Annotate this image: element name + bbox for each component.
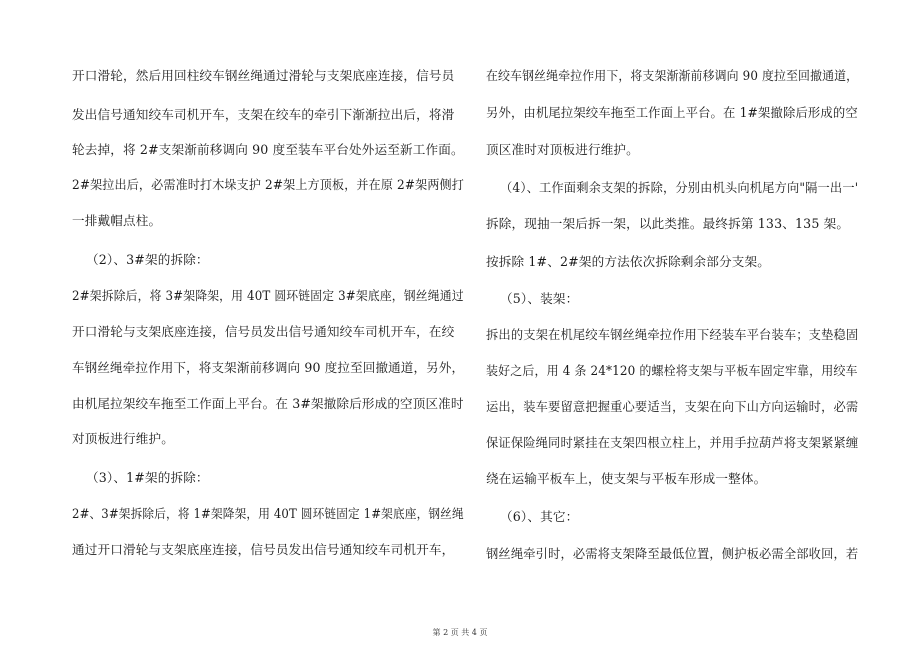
left-column-line: （3）、1#架的拆除：	[86, 470, 209, 485]
right-column-line: 另外，由机尾拉架绞车拖至工作面上平台。在 1#架撤除后形成的空	[486, 105, 858, 120]
left-column-line: 对顶板进行维护。	[72, 431, 174, 446]
left-column-line: 车钢丝绳牵拉作用下，将支架渐前移调向 90 度拉至回撤通道，另外，	[72, 360, 465, 375]
right-column-line: 拆除，现抽一架后拆一架，以此类推。最终拆第 133、135 架。	[486, 216, 850, 231]
right-column-line: 拆出的支架在机尾绞车钢丝绳牵拉作用下经装车平台装车；支垫稳固	[486, 327, 859, 342]
left-column-line: 开口滑轮，然后用回柱绞车钢丝绳通过滑轮与支架底座连接，信号员	[72, 68, 455, 83]
left-column-line: 轮去掉，将 2#支架渐前移调向 90 度至装车平台处外运至新工作面。	[72, 142, 464, 157]
right-column-line: （6）、其它：	[500, 509, 579, 524]
left-column-line: （2）、3#架的拆除：	[86, 252, 209, 267]
right-column-line: 保证保险绳同时紧挂在支架四根立柱上，并用手拉葫芦将支架紧紧缠	[486, 435, 859, 450]
right-column-line: 在绞车钢丝绳牵拉作用下，将支架渐渐前移调向 90 度拉至回撤通道，	[486, 68, 859, 83]
right-column-line: （4）、工作面剩余支架的拆除，分别由机头向机尾方向"隔一出一'	[500, 180, 859, 195]
left-column-line: 一排戴帽点柱。	[72, 213, 162, 228]
right-column-line: 绕在运输平板车上，使支架与平板车形成一整体。	[486, 471, 767, 486]
left-column-line: 开口滑轮与支架底座连接，信号员发出信号通知绞车司机开车，在绞	[72, 324, 455, 339]
left-column-line: 发出信号通知绞车司机开车，支架在绞车的牵引下渐渐拉出后，将滑	[72, 107, 455, 122]
right-column-line: （5）、装架：	[500, 291, 579, 306]
left-column-line: 由机尾拉架绞车拖至工作面上平台。在 3#架撤除后形成的空顶区准时	[72, 396, 464, 411]
left-column-line: 2#架拆除后，将 3#架降架，用 40T 圆环链固定 3#架底座，钢丝绳通过	[72, 288, 464, 303]
left-column-line: 2#、3#架拆除后，将 1#架降架，用 40T 圆环链固定 1#架底座，钢丝绳	[72, 506, 464, 521]
page-footer: 第 2 页 共 4 页	[432, 628, 488, 637]
right-column-line: 顶区准时对顶板进行维护。	[486, 142, 639, 157]
right-column-line: 运出，装车要留意把握重心要适当，支架在向下山方向运输时，必需	[486, 399, 859, 414]
left-column-line: 通过开口滑轮与支架底座连接，信号员发出信号通知绞车司机开车，	[72, 542, 455, 557]
right-column-line: 按拆除 1#、2#架的方法依次拆除剩余部分支架。	[486, 254, 771, 269]
right-column-line: 钢丝绳牵引时，必需将支架降至最低位置，侧护板必需全部收回，若	[486, 546, 859, 561]
right-column-line: 装好之后，用 4 条 24*120 的螺栓将支架与平板车固定牢靠，用绞车	[486, 363, 858, 378]
left-column-line: 2#架拉出后，必需准时打木垛支护 2#架上方顶板，并在原 2#架两侧打	[72, 177, 464, 192]
